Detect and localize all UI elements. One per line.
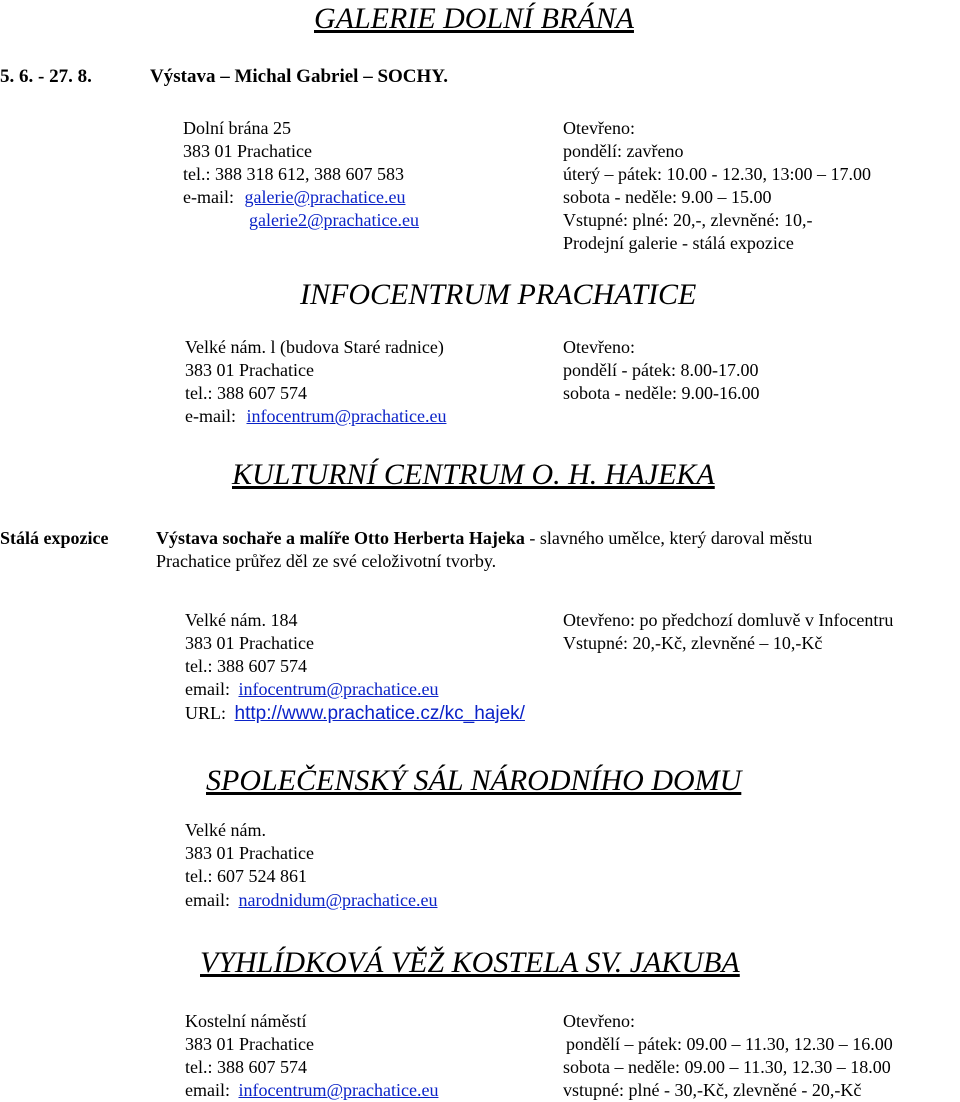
sal-address-1: Velké nám. — [185, 820, 266, 840]
hajek-description-line2: Prachatice průřez děl ze své celoživotní tvorby. — [156, 551, 497, 571]
galerie-email-link[interactable]: galerie@prachatice.eu — [244, 187, 406, 207]
galerie-hours-label: Otevřeno: — [563, 118, 635, 138]
vez-address-2: 383 01 Prachatice — [185, 1034, 314, 1054]
galerie-title: GALERIE DOLNÍ BRÁNA — [314, 2, 634, 35]
infocentrum-title: INFOCENTRUM PRACHATICE — [300, 278, 697, 311]
hajek-email-link[interactable]: infocentrum@prachatice.eu — [238, 679, 439, 699]
galerie-hours-weekend: sobota - neděle: 9.00 – 15.00 — [563, 187, 772, 207]
vez-phone: tel.: 388 607 574 — [185, 1057, 307, 1077]
galerie-address-1: Dolní brána 25 — [183, 118, 291, 138]
galerie-hours-monday: pondělí: zavřeno — [563, 141, 684, 161]
hajek-admission: Vstupné: 20,-Kč, zlevněné – 10,-Kč — [563, 633, 823, 653]
hajek-description — [156, 527, 812, 549]
infocentrum-hours-label: Otevřeno: — [563, 337, 635, 357]
galerie-admission: Vstupné: plné: 20,-, zlevněné: 10,- — [563, 210, 813, 230]
sal-email-row — [185, 889, 437, 911]
hajek-address-2: 383 01 Prachatice — [185, 633, 314, 653]
infocentrum-email-label: e-mail: — [185, 406, 236, 426]
sal-phone: tel.: 607 524 861 — [185, 866, 307, 886]
vez-address-1: Kostelní náměstí — [185, 1011, 307, 1031]
hajek-url-row — [185, 702, 525, 725]
sal-email-link[interactable]: narodnidum@prachatice.eu — [238, 890, 438, 910]
infocentrum-email-link[interactable]: infocentrum@prachatice.eu — [246, 406, 447, 426]
galerie-email-row — [183, 186, 405, 208]
hajek-url-label: URL: — [185, 703, 227, 723]
galerie-hours-weekdays: úterý – pátek: 10.00 - 12.30, 13:00 – 17.00 — [563, 164, 871, 184]
vez-admission: vstupné: plné - 30,-Kč, zlevněné - 20,-Kč — [563, 1080, 862, 1100]
infocentrum-phone: tel.: 388 607 574 — [185, 383, 307, 403]
sal-email-label: email: — [185, 890, 230, 910]
hajek-url-link[interactable]: http://www.prachatice.cz/kc_hajek/ — [234, 703, 525, 724]
galerie-email2-link[interactable]: galerie2@prachatice.eu — [249, 210, 419, 230]
hajek-label: Stálá expozice — [0, 528, 109, 548]
hajek-email-label: email: — [185, 679, 230, 699]
galerie-email-label: e-mail: — [183, 187, 234, 207]
galerie-date: 5. 6. - 27. 8. — [0, 66, 92, 87]
infocentrum-email-row — [185, 405, 446, 427]
sal-address-2: 383 01 Prachatice — [185, 843, 314, 863]
vez-hours-weekdays: pondělí – pátek: 09.00 – 11.30, 12.30 – 16.00 — [566, 1034, 893, 1054]
vez-email-label: email: — [185, 1080, 230, 1100]
infocentrum-hours-weekdays: pondělí - pátek: 8.00-17.00 — [563, 360, 759, 380]
hajek-phone: tel.: 388 607 574 — [185, 656, 307, 676]
infocentrum-address-2: 383 01 Prachatice — [185, 360, 314, 380]
hajek-email-row — [185, 678, 438, 700]
vez-email-row — [185, 1079, 438, 1101]
galerie-phone: tel.: 388 318 612, 388 607 583 — [183, 164, 404, 184]
hajek-title: KULTURNÍ CENTRUM O. H. HAJEKA — [232, 458, 715, 491]
galerie-exhibition: Výstava – Michal Gabriel – SOCHY. — [150, 66, 449, 87]
hajek-description-bold: Výstava sochaře a malíře Otto Herberta Hajeka — [156, 528, 525, 548]
galerie-note: Prodejní galerie - stálá expozice — [563, 233, 794, 253]
hajek-hours: Otevřeno: po předchozí domluvě v Infocentru — [563, 610, 894, 630]
vez-hours-label: Otevřeno: — [563, 1011, 635, 1031]
sal-title: SPOLEČENSKÝ SÁL NÁRODNÍHO DOMU — [206, 764, 742, 797]
hajek-address-1: Velké nám. 184 — [185, 610, 298, 630]
vez-email-link[interactable]: infocentrum@prachatice.eu — [238, 1080, 439, 1100]
vez-hours-weekend: sobota – neděle: 09.00 – 11.30, 12.30 – 18.00 — [563, 1057, 891, 1077]
hajek-description-rest: - slavného umělce, který daroval městu — [524, 528, 813, 548]
vez-title: VYHLÍDKOVÁ VĚŽ KOSTELA SV. JAKUBA — [200, 946, 740, 979]
infocentrum-hours-weekend: sobota - neděle: 9.00-16.00 — [563, 383, 760, 403]
infocentrum-address-1: Velké nám. l (budova Staré radnice) — [185, 337, 444, 357]
galerie-address-2: 383 01 Prachatice — [183, 141, 312, 161]
